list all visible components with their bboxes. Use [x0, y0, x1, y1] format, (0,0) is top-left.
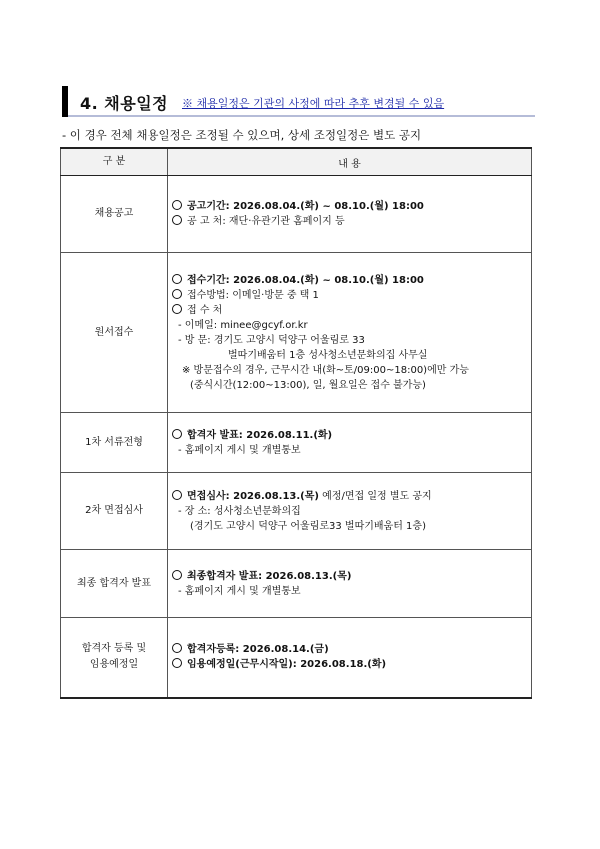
category-line-1: 합격자 등록 및 [81, 643, 147, 655]
application-period: 접수기간: 2026.08.04.(화) ~ 08.10.(월) 18:00 [187, 274, 424, 286]
list-item [172, 569, 531, 584]
row-content [168, 413, 532, 473]
section-heading [62, 86, 535, 117]
circle-bullet-icon [172, 200, 182, 210]
table-row [61, 413, 532, 473]
start-date: 임용예정일(근무시작일): 2026.08.18.(화) [187, 659, 387, 671]
row-content [168, 550, 532, 618]
schedule-table [60, 147, 532, 699]
circle-bullet-icon [172, 274, 182, 284]
posting-location: 공 고 처: 재단·유관기관 홈페이지 등 [187, 216, 345, 227]
section-title: 4. 채용일정 [80, 94, 169, 113]
interview-date: 면접심사: 2026.08.13.(목) [187, 490, 319, 502]
schedule-change-note: ※ 채용일정은 기관의 사정에 따라 추후 변경될 수 있음 [182, 97, 445, 110]
adjustment-note: - 이 경우 전체 채용일정은 조정될 수 있으며, 상세 조정일정은 별도 공지 [62, 128, 422, 142]
row-category: 2차 면접심사 [61, 473, 168, 550]
list-item [172, 642, 531, 657]
circle-bullet-icon [172, 429, 182, 439]
row-content [168, 253, 532, 413]
table-row [61, 618, 532, 698]
document-result-date: 합격자 발표: 2026.08.11.(화) [187, 429, 333, 441]
circle-bullet-icon [172, 490, 182, 500]
table-row [61, 550, 532, 618]
circle-bullet-icon [172, 304, 182, 314]
list-item [172, 199, 531, 214]
table-row [61, 176, 532, 253]
visit-exception-note: (중식시간(12:00~13:00), 일, 월요일은 접수 불가능) [190, 379, 426, 391]
registration-date: 합격자등록: 2026.08.14.(금) [187, 644, 329, 656]
final-result-notice: - 홈페이지 게시 및 개별통보 [178, 585, 301, 597]
table-row [61, 253, 532, 413]
interview-place: - 장 소: 성사청소년문화의집 [178, 505, 301, 517]
circle-bullet-icon [172, 289, 182, 299]
interview-address: (경기도 고양시 덕양구 어울림로33 벌따기배움터 1층) [190, 520, 426, 532]
circle-bullet-icon [172, 215, 182, 225]
row-category: 채용공고 [61, 176, 168, 253]
row-content [168, 473, 532, 550]
table-row [61, 473, 532, 550]
list-item [172, 273, 531, 288]
interview-note: 예정/면접 일정 별도 공지 [318, 490, 432, 502]
list-item [172, 657, 531, 672]
row-content [168, 618, 532, 698]
list-item [172, 214, 531, 229]
application-email: - 이메일: minee@gcyf.or.kr [178, 319, 308, 331]
list-item [172, 303, 531, 318]
visit-hours-note: ※ 방문접수의 경우, 근무시간 내(화~토/09:00~18:00)에만 가능 [182, 364, 469, 376]
document-result-notice: - 홈페이지 게시 및 개별통보 [178, 444, 301, 456]
category-line-2: 임용예정일 [89, 659, 139, 671]
circle-bullet-icon [172, 570, 182, 580]
list-item [172, 489, 531, 504]
application-method: 접수방법: 이메일·방문 중 택 1 [187, 289, 319, 301]
row-category [61, 618, 168, 698]
final-result-date: 최종합격자 발표: 2026.08.13.(목) [187, 570, 352, 582]
row-category: 원서접수 [61, 253, 168, 413]
row-category: 1차 서류전형 [61, 413, 168, 473]
application-visit-room: 벌따기배움터 1층 성사청소년문화의집 사무실 [228, 349, 428, 361]
header-category: 구 분 [61, 148, 168, 176]
application-visit-address: - 방 문: 경기도 고양시 덕양구 어울림로 33 [178, 334, 365, 346]
table-header-row [61, 148, 532, 176]
circle-bullet-icon [172, 658, 182, 668]
application-place: 접 수 처 [187, 304, 223, 316]
list-item [172, 428, 531, 443]
posting-period: 공고기간: 2026.08.04.(화) ~ 08.10.(월) 18:00 [187, 201, 424, 212]
row-category: 최종 합격자 발표 [61, 550, 168, 618]
row-content [168, 176, 532, 253]
list-item [172, 288, 531, 303]
header-content: 내 용 [168, 148, 532, 176]
circle-bullet-icon [172, 643, 182, 653]
